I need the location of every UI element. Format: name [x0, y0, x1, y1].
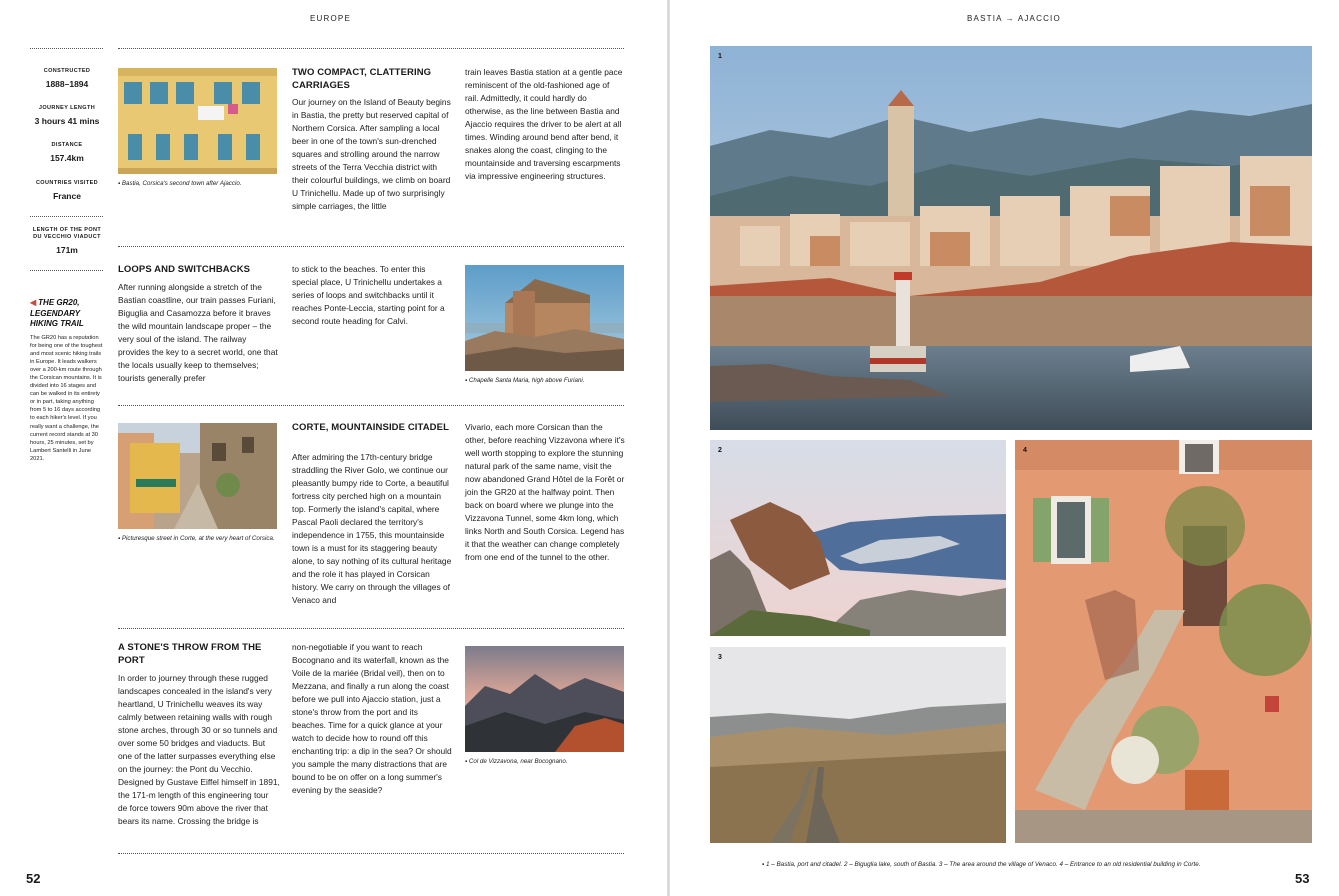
section-text-col1: After admiring the 17th-century bridge straddling the River Golo, we continue our pleasantly bumpy ride to Corte, a beautiful fortress city perched high on a mountain top. Formerly the island's capital, where Pascal Paoli declared the territory's independence in 1755, this mountainside town is a must for its staggering beauty alone, to say nothing of its cultural heritage and the role it has played in Corsican history. We carry on through the villages of Venaco and	[292, 452, 452, 605]
page-number-right: 53	[1295, 871, 1310, 886]
gr20-text: The GR20 has a reputation for being one of the toughest and most scenic hiking trails in Europe. It leads walkers over a 200-km route through the Corsican mountains. It is divided into 16 stages and can be walked in its entirety or in part, taking anything from 5 to 16 days according to each hiker's level. If you really want a challenge, the current record stands at 30 hours, 25 minutes, set by Lambert Santelli in June 2021.	[30, 334, 103, 462]
section-text-col1: Our journey on the Island of Beauty begins in Bastia, the pretty but reserved capital of Northern Corsica. After sampling a local beer in one of the town's sun-drenched squares and strolling around the narrow streets of the Terra Vecchia district with their colourful buildings, we climb on board U Trinichellu. Made up of two surprisingly simple carriages, the little	[292, 97, 451, 211]
caption-chapel: ▪ Chapelle Santa Maria, high above Furiani.	[465, 377, 585, 384]
running-head-left: EUROPE	[310, 14, 351, 23]
stat-value: 3 hours 41 mins	[34, 116, 100, 126]
photo-number-4: 4	[1023, 447, 1027, 454]
photo-bastia-port	[710, 46, 1312, 430]
section-text-col2: to stick to the beaches. To enter this special place, U Trinichellu undertakes a series of loops and switchbacks until it reaches Ponte-Leccia, starting point for a second route heading for Calvi.	[292, 264, 445, 326]
caption-corte: ▪ Picturesque street in Corte, at the very heart of Corsica.	[118, 535, 275, 542]
section-text-col1: In order to journey through these rugged landscapes concealed in the island's very heartland, U Trinichellu weaves its way calmly between retaining walls with rough stone arches, through 30 or so tunnels and over some 50 bridges and viaducts. But one of the latter surpasses everything else on the journey: the Pont du Vecchio. Designed by Gustave Eiffel himself in 1891, the 171-m length of this engineering tour de force towers 90m above the river that bears its name. Crossing the bridge is	[118, 673, 280, 826]
stat-journey-length	[28, 105, 106, 126]
section-title: LOOPS AND SWITCHBACKS	[118, 264, 251, 275]
section-text-col2: train leaves Bastia station at a gentle pace reminiscent of the old-fashioned age of rail. Admittedly, it could hardly do otherwise, as the line between Bastia and Ajaccio requires the driver to be alert at all times. Winding around bend after bend, it snakes along the coast, clinging to the mountainside and traversing escarpments via impressive engineering structures.	[465, 67, 623, 181]
sidebar-rule	[30, 216, 103, 217]
section-title: A STONE'S THROW FROM THE PORT	[118, 642, 262, 666]
photo-bastia-facade	[118, 68, 277, 174]
section-text-col2: non-negotiable if you want to reach Bocognano and its waterfall, known as the Voile de la mariée (Bridal veil), then on to Mezzana, and finally a run along the coast before we pull into Ajaccio station, just a stone's throw from the port and its beaches. Time for a quick glance at your watch to decide how to round off this enchanting trip: a dip in the sea? Or should you sample the many distractions that are bound to be on offer on a long summer's evening by the seaside?	[292, 642, 452, 795]
photo-col-vizzavona	[465, 646, 624, 752]
section-text-col1: After running alongside a stretch of the Bastian coastline, our train passes Furiani, Biguglia and Casamozza before it braves the wild mountain landscape proper – the very soul of the island. The railway provides the key to a secret world, one that the locals usually keep to themselves; tourists generally prefer	[118, 282, 278, 383]
stat-label: LENGTH OF THE PONT DU VECCHIO VIADUCT	[32, 227, 102, 240]
stat-countries	[28, 180, 106, 201]
section-text-col2: Vivario, each more Corsican than the other, before reaching Vizzavona where it's well worth stopping to explore the stunning natural park of the same name, visit the now abandoned Grand Hôtel de la Forêt or join the GR20 at the halfway point. Then back on board where we plunge into the Vizzavona Tunnel, some 4km long, which links North and South Corsica. Legend has it that the weather can change completely from one end of the tunnel to the other.	[465, 422, 625, 562]
photo-number-3: 3	[718, 654, 722, 661]
stat-value: 1888–1894	[45, 79, 89, 89]
stat-distance	[28, 142, 106, 163]
photo-venaco	[710, 647, 1006, 843]
caption-vizzavona: ▪ Col de Vizzavona, near Bocognano.	[465, 758, 568, 765]
photo-corte-street	[118, 423, 277, 529]
page-number-left: 52	[26, 871, 41, 886]
sidebar-rule	[30, 48, 103, 49]
section-title: CORTE, MOUNTAINSIDE CITADEL	[292, 422, 449, 433]
stat-viaduct-length	[28, 227, 106, 255]
stat-constructed	[28, 68, 106, 89]
photo-number-2: 2	[718, 447, 722, 454]
section-rule	[118, 628, 624, 629]
stat-label: CONSTRUCTED	[43, 68, 91, 74]
gr20-title-text: THE GR20, LEGENDARY HIKING TRAIL	[30, 298, 84, 328]
section-rule	[118, 48, 624, 49]
gr20-title	[30, 298, 104, 330]
photo-corte-entrance	[1015, 440, 1312, 843]
section-title: TWO COMPACT, CLATTERING CARRIAGES	[292, 67, 432, 91]
photo-captions: ▪ 1 – Bastia, port and citadel. 2 – Biguglia lake, south of Bastia. 3 – The area around the village of Venaco. 4 – Entrance to an old residential building in Corte.	[762, 861, 1201, 868]
left-page	[0, 0, 668, 896]
stat-label: DISTANCE	[51, 142, 83, 148]
stat-value: 171m	[56, 245, 78, 255]
photo-chapel	[465, 265, 624, 371]
running-head-right: BASTIA → AJACCIO	[967, 14, 1061, 23]
section-rule	[118, 853, 624, 854]
stat-value: 157.4km	[50, 153, 84, 163]
megaphone-icon: ◀	[30, 298, 37, 307]
gr20-sidebar	[30, 298, 104, 463]
section-rule	[118, 246, 624, 247]
section-rule	[118, 405, 624, 406]
photo-number-1: 1	[718, 53, 722, 60]
stat-label: COUNTRIES VISITED	[35, 180, 99, 186]
sidebar-rule	[30, 270, 103, 271]
caption-bastia: ▪ Bastia, Corsica's second town after Ajaccio.	[118, 180, 242, 187]
stat-value: France	[53, 191, 81, 201]
photo-biguglia-lake	[710, 440, 1006, 636]
stat-label: JOURNEY LENGTH	[38, 105, 96, 111]
